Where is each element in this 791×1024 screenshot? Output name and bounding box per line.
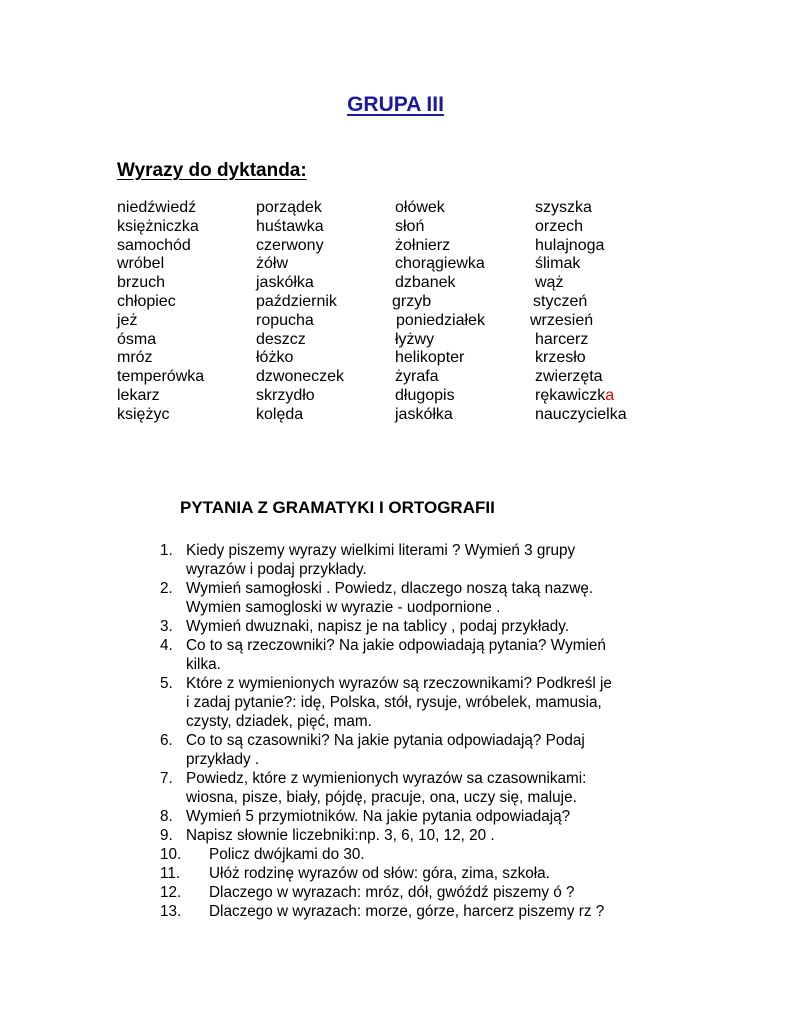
dictation-word-text: styczeń [533,292,588,310]
dictation-word-text: księżniczka [117,217,199,235]
dictation-word-text: nauczycielka [535,405,627,423]
word-grid [117,199,677,429]
dictation-word [395,349,485,368]
question-item [160,864,680,883]
dictation-word [256,199,344,218]
dictation-word-text: hulajnoga [535,236,605,254]
dictation-word-text: brzuch [117,274,166,292]
dictation-word [117,218,204,237]
dictation-word [117,331,204,350]
word-column-1 [117,199,204,425]
question-number: 4. [160,637,173,654]
dictation-word [256,274,344,293]
dictation-word [533,293,627,312]
question-number: 3. [160,618,173,635]
question-number: 12. [160,884,182,901]
dictation-word [395,218,485,237]
word-column-4 [530,199,627,425]
red-letter: a [605,386,615,404]
question-item [160,845,680,864]
dictation-word-text: księżyc [117,405,170,423]
dictation-word [117,349,204,368]
question-item [160,826,680,845]
dictation-word [256,237,344,256]
dictation-word [535,237,627,256]
question-text-line: Wymień 5 przymiotników. Na jakie pytania odpowiadają? [186,808,571,825]
dictation-word [117,293,204,312]
dictation-word-text: poniedziałek [396,311,485,329]
dictation-word [117,406,204,425]
question-number: 10. [160,846,182,863]
question-text-line: wyrazów i podaj przykłady. [186,561,367,578]
dictation-word [395,255,485,274]
question-number: 13. [160,903,182,920]
dictation-word-text: żyrafa [395,368,439,386]
dictation-word-text: dzwoneczek [256,368,345,386]
page-title: GRUPA III [347,93,444,116]
word-column-3 [392,199,485,425]
dictation-word [395,406,485,425]
dictation-word-text: październik [256,292,337,310]
dictation-word-text: samochód [117,236,191,254]
dictation-word [256,331,344,350]
dictation-word-text: mróz [117,349,153,367]
dictation-word-text: łóżko [256,349,294,367]
dictation-word-text: deszcz [256,330,306,348]
dictation-word-text: łyżwy [395,330,435,348]
dictation-word [117,312,204,331]
question-text-line: kilka. [186,656,221,673]
question-number: 8. [160,808,173,825]
word-column-2 [256,199,344,425]
dictation-word-text: czerwony [256,236,324,254]
question-item [160,883,680,902]
dictation-word-text: dzbanek [395,274,456,292]
dictation-word [392,293,485,312]
dictation-word-text: żołnierz [395,236,451,254]
question-text-line: Policz dwójkami do 30. [209,846,365,863]
question-number: 7. [160,770,173,787]
question-text-line: Które z wymienionych wyrazów są rzeczownikami? Podkreśl je [186,675,612,692]
dictation-word [535,406,627,425]
question-text-line: Napisz słownie liczebniki:np. 3, 6, 10, 12, 20 . [186,827,495,844]
dictation-word [535,255,627,274]
dictation-word-text: grzyb [392,292,432,310]
question-item [160,617,680,636]
dictation-word-text: helikopter [395,349,465,367]
dictation-word-text: żółw [256,255,289,273]
question-number: 9. [160,827,173,844]
dictation-word-text: zwierzęta [535,368,603,386]
question-item [160,902,680,921]
questions-heading: PYTANIA Z GRAMATYKI I ORTOGRAFII [180,498,495,517]
question-text-line: Powiedz, które z wymienionych wyrazów sa czasownikami: [186,770,587,787]
dictation-word [256,368,344,387]
dictation-word [535,331,627,350]
question-text-line: Ułóż rodzinę wyrazów od słów: góra, zima, szkoła. [209,865,550,882]
dictation-word [117,274,204,293]
dictation-word-text: wąż [535,274,564,292]
dictation-word-text: kolęda [256,405,304,423]
dictation-word [395,368,485,387]
question-number: 6. [160,732,173,749]
dictation-word [395,274,485,293]
dictation-word-text: szyszka [535,199,592,216]
dictation-word [117,237,204,256]
question-number: 2. [160,580,173,597]
dictation-word [117,255,204,274]
dictation-word [530,312,627,331]
dictation-word-text: huśtawka [256,217,324,235]
dictation-word [256,218,344,237]
dictation-word-text: orzech [535,217,584,235]
question-item [160,674,680,731]
dictation-word [256,349,344,368]
question-number: 5. [160,675,173,692]
dictation-word [535,349,627,368]
dictation-word [256,312,344,331]
dictation-word [535,387,627,406]
dictation-word [395,387,485,406]
question-text-line: Wymień samogłoski . Powiedz, dlaczego noszą taką nazwę. [186,580,594,597]
question-item [160,731,680,769]
dictation-word-text: krzesło [535,349,586,367]
question-text-line: wiosna, pisze, biały, pójdę, pracuje, ona, uczy się, maluje. [186,789,577,806]
dictation-word [395,331,485,350]
dictation-word [117,368,204,387]
question-item [160,636,680,674]
question-text-line: czysty, dziadek, pięć, mam. [186,713,372,730]
dictation-word [535,274,627,293]
dictation-word-text: słoń [395,217,425,235]
dictation-word-text: rękawiczk [535,386,606,404]
question-item [160,807,680,826]
question-item [160,579,680,617]
dictation-word-text: ropucha [256,311,314,329]
dictation-word [535,368,627,387]
question-text-line: Dlaczego w wyrazach: mróz, dół, gwóźdź piszemy ó ? [209,884,575,901]
dictation-word [535,199,627,218]
question-text-line: Dlaczego w wyrazach: morze, górze, harcerz piszemy rz ? [209,903,605,920]
question-text-line: Kiedy piszemy wyrazy wielkimi literami ? Wymień 3 grupy [186,542,576,559]
dictation-word [395,199,485,218]
dictation-word [256,293,344,312]
dictation-word-text: długopis [395,386,455,404]
dictation-word-text: chłopiec [117,292,176,310]
dictation-word-text: lekarz [117,386,160,404]
question-text-line: Co to są czasowniki? Na jakie pytania odpowiadają? Podaj [186,732,585,749]
dictation-word-text: niedźwiedź [117,199,197,216]
dictation-word [117,387,204,406]
dictation-word-text: jaskółka [256,274,314,292]
question-item [160,541,680,579]
dictation-word [256,387,344,406]
question-text-line: przykłady . [186,751,260,768]
dictation-word-text: ślimak [535,255,581,273]
dictation-word [396,312,485,331]
question-list [160,541,680,921]
dictation-word-text: jaskółka [395,405,453,423]
question-text-line: Wymień dwuznaki, napisz je na tablicy , podaj przykłady. [186,618,570,635]
dictation-word-text: wróbel [117,255,165,273]
dictation-word [395,237,485,256]
dictation-word-text: ósma [117,330,157,348]
dictation-word-text: wrzesień [530,311,594,329]
dictation-heading: Wyrazy do dyktanda: [117,160,307,181]
question-item [160,769,680,807]
question-text-line: Co to są rzeczowniki? Na jakie odpowiadają pytania? Wymień [186,637,606,654]
dictation-word-text: harcerz [535,330,589,348]
question-number: 1. [160,542,173,559]
dictation-word-text: ołówek [395,199,445,216]
dictation-word [117,199,204,218]
dictation-word-text: jeż [117,311,138,329]
dictation-word [256,406,344,425]
question-number: 11. [160,865,181,882]
dictation-word-text: porządek [256,199,322,216]
dictation-word-text: temperówka [117,368,205,386]
question-text-line: Wymien samogloski w wyrazie - uodpornione . [186,599,501,616]
question-text-line: i zadaj pytanie?: idę, Polska, stół, rysuje, wróbelek, mamusia, [186,694,602,711]
dictation-word-text: skrzydło [256,386,315,404]
dictation-word-text: chorągiewka [395,255,485,273]
dictation-word [256,255,344,274]
dictation-word [535,218,627,237]
